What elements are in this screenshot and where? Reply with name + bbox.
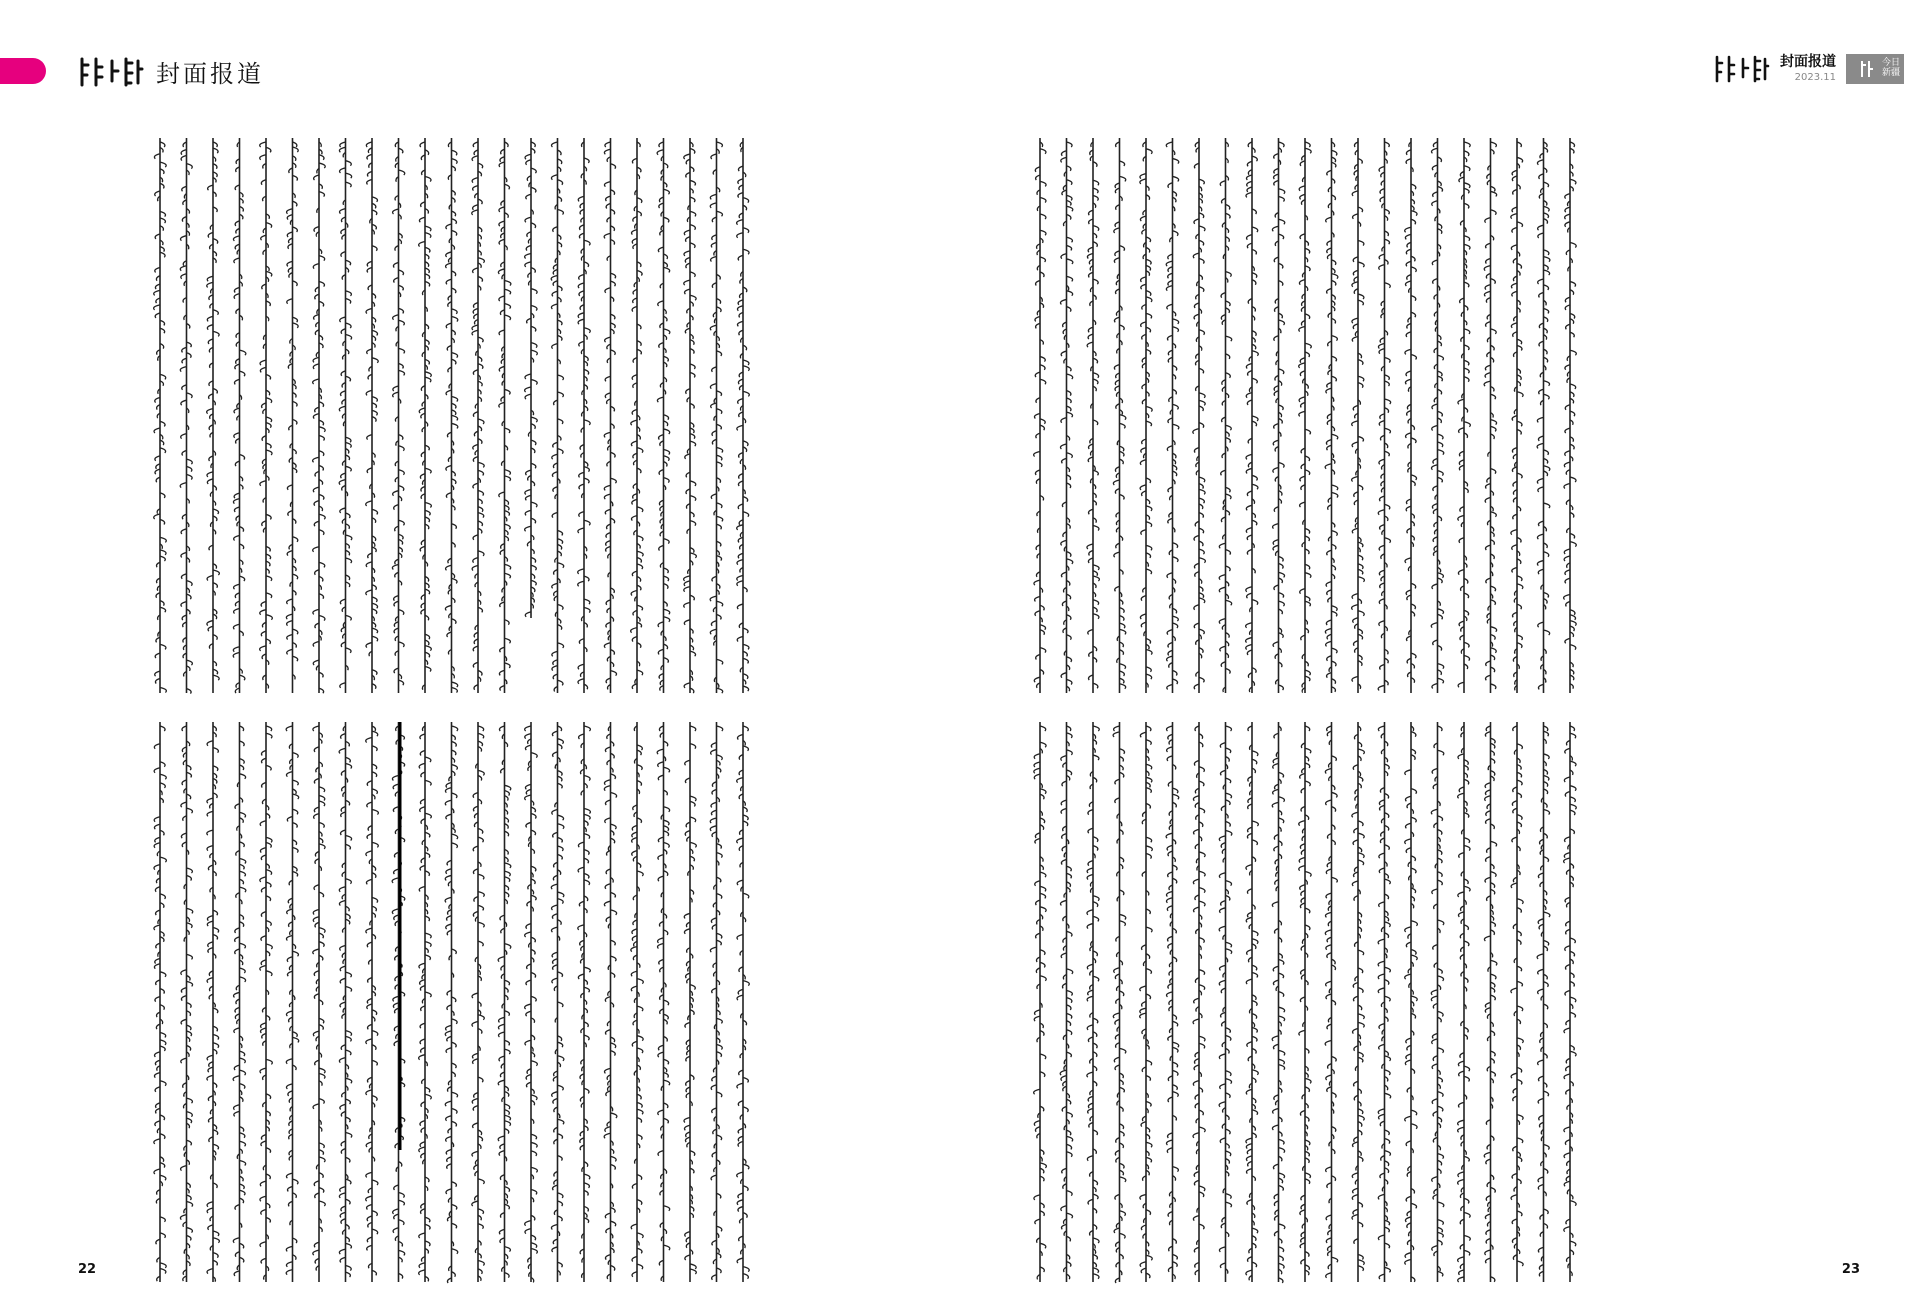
text-column bbox=[1352, 138, 1365, 693]
text-column bbox=[525, 722, 538, 1282]
text-column bbox=[1246, 138, 1259, 693]
text-column bbox=[419, 138, 432, 693]
text-column bbox=[1431, 138, 1444, 693]
page-number-left: 22 bbox=[78, 1262, 97, 1277]
text-column bbox=[445, 722, 458, 1283]
text-column bbox=[154, 138, 167, 693]
page-number-right: 23 bbox=[1841, 1262, 1860, 1277]
text-column bbox=[525, 138, 538, 618]
text-column bbox=[1458, 722, 1471, 1282]
text-column bbox=[1246, 722, 1258, 1282]
text-column bbox=[578, 138, 591, 693]
text-column bbox=[1034, 722, 1047, 1282]
text-column bbox=[1272, 138, 1284, 693]
text-column bbox=[657, 722, 670, 1282]
text-column bbox=[710, 722, 723, 1282]
text-column bbox=[1325, 138, 1338, 693]
text-column bbox=[1405, 138, 1417, 693]
right-text-block bbox=[960, 0, 1920, 1312]
text-column bbox=[1193, 722, 1205, 1282]
section-title: 封面报道 bbox=[156, 60, 264, 88]
text-column bbox=[498, 138, 511, 693]
text-column bbox=[1140, 138, 1152, 693]
text-column bbox=[737, 138, 750, 693]
text-column bbox=[207, 722, 220, 1282]
text-column bbox=[1511, 722, 1523, 1282]
text-column bbox=[233, 138, 246, 693]
text-column bbox=[1113, 138, 1126, 693]
text-column bbox=[631, 138, 644, 693]
text-column bbox=[1299, 722, 1311, 1282]
text-column bbox=[419, 722, 432, 1282]
text-column bbox=[233, 722, 246, 1282]
text-column bbox=[260, 138, 273, 693]
text-column bbox=[1431, 722, 1444, 1282]
text-column bbox=[1511, 138, 1523, 693]
header-title: 封面报道 bbox=[1780, 54, 1836, 70]
text-column bbox=[207, 138, 220, 693]
text-column bbox=[1484, 138, 1497, 693]
text-column bbox=[657, 138, 670, 693]
text-column bbox=[313, 138, 326, 693]
text-column bbox=[154, 722, 167, 1282]
text-column bbox=[1564, 138, 1577, 693]
text-column bbox=[472, 722, 485, 1282]
text-column bbox=[710, 138, 723, 693]
text-column bbox=[1378, 138, 1391, 693]
text-column bbox=[286, 722, 299, 1282]
text-column bbox=[1564, 722, 1577, 1282]
text-column bbox=[1087, 138, 1099, 693]
text-column bbox=[578, 722, 591, 1282]
text-column bbox=[1352, 722, 1365, 1282]
text-column bbox=[1484, 722, 1497, 1282]
text-column bbox=[1166, 722, 1179, 1282]
text-column bbox=[339, 722, 352, 1282]
text-column bbox=[604, 138, 616, 693]
text-column bbox=[392, 138, 404, 693]
right-page bbox=[960, 0, 1920, 1312]
text-column bbox=[631, 722, 644, 1282]
text-column bbox=[445, 138, 457, 693]
text-column bbox=[1087, 722, 1099, 1282]
text-column bbox=[366, 722, 379, 1282]
text-column bbox=[339, 138, 352, 693]
text-column bbox=[366, 138, 379, 693]
text-column bbox=[1272, 722, 1285, 1283]
text-column bbox=[260, 722, 273, 1282]
text-column bbox=[1140, 722, 1153, 1282]
issue-date: 2023.11 bbox=[1794, 72, 1836, 83]
text-column bbox=[313, 722, 326, 1282]
text-column bbox=[498, 722, 511, 1282]
text-column bbox=[1325, 722, 1338, 1282]
text-column bbox=[737, 722, 750, 1282]
text-column bbox=[1219, 138, 1232, 693]
text-column bbox=[1378, 722, 1391, 1282]
text-column bbox=[551, 722, 564, 1282]
text-column bbox=[392, 722, 405, 1282]
text-column bbox=[684, 722, 696, 1282]
text-column bbox=[684, 138, 697, 693]
text-column bbox=[1537, 722, 1550, 1282]
text-column bbox=[1405, 722, 1418, 1282]
magazine-name-line1: 今日 bbox=[1881, 58, 1900, 69]
text-column bbox=[1537, 138, 1550, 693]
text-column bbox=[551, 138, 564, 693]
text-column bbox=[1193, 138, 1206, 693]
text-column bbox=[1299, 138, 1312, 693]
text-column bbox=[1458, 138, 1471, 693]
text-column bbox=[1060, 722, 1073, 1282]
text-column bbox=[604, 722, 617, 1282]
text-column bbox=[472, 138, 485, 693]
text-column bbox=[180, 138, 192, 694]
text-column bbox=[286, 138, 298, 693]
text-column bbox=[180, 722, 192, 1282]
text-column bbox=[1113, 722, 1126, 1283]
text-column bbox=[1219, 722, 1232, 1282]
text-column bbox=[1166, 138, 1179, 693]
text-column bbox=[1034, 138, 1046, 693]
text-column bbox=[1060, 138, 1072, 693]
magazine-name-line2: 新疆 bbox=[1881, 68, 1900, 78]
